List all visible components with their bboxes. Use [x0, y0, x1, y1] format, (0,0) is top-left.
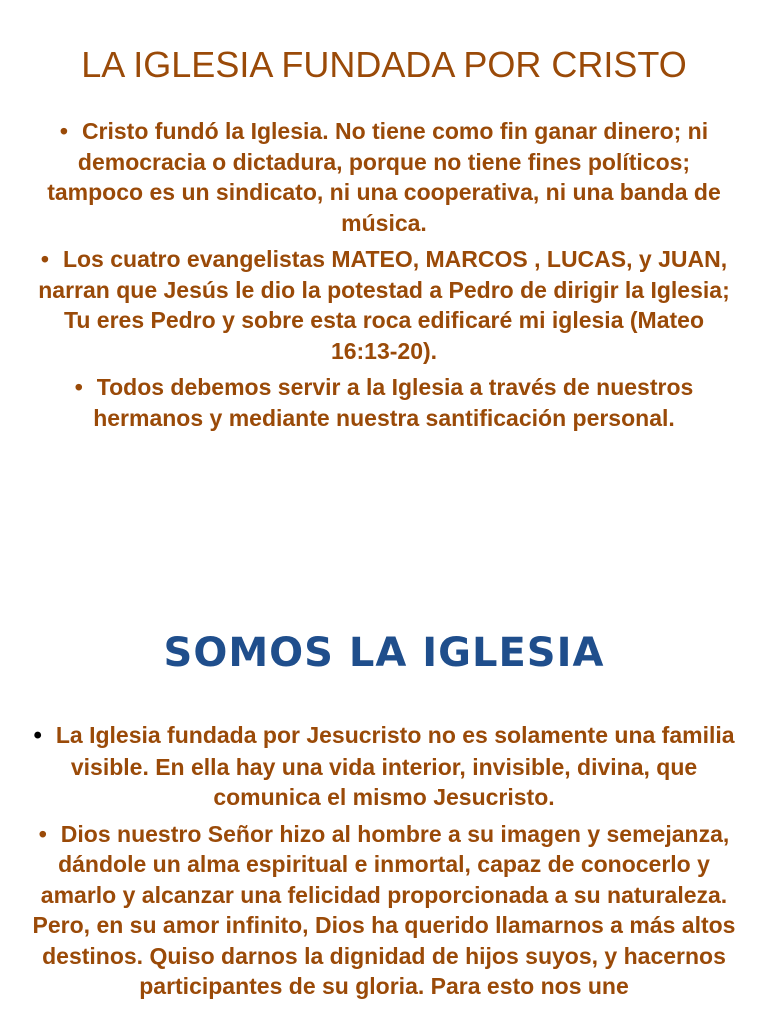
bullet-text: Todos debemos servir a la Iglesia a través de nuestros hermanos y mediante nuestra santificación personal. [93, 374, 694, 431]
list-item [34, 244, 734, 366]
bullet-icon: • [38, 820, 47, 847]
bullet-text: Los cuatro evangelistas MATEO, MARCOS , LUCAS, y JUAN, narran que Jesús le dio la potestad a Pedro de dirigir la Iglesia; Tu eres Pedro y sobre esta roca edificaré mi iglesia (Mateo 16:13-20). [38, 246, 730, 364]
list-item [20, 819, 748, 1002]
slide-2-title: SOMOS LA IGLESIA [163, 630, 605, 676]
slide-1-title: LA IGLESIA FUNDADA POR CRISTO [81, 44, 687, 85]
list-item [34, 372, 734, 433]
bullet-icon: • [33, 722, 42, 749]
bullet-icon: • [59, 118, 68, 144]
bullet-text: Dios nuestro Señor hizo al hombre a su imagen y semejanza, dándole un alma espiritual e inmortal, capaz de conocerlo y amarlo y alcanzar una felicidad proporcionada a su naturaleza. Pero, en su amor infinito, Dios ha querido llamarnos a más altos destinos. Quiso darnos la dignidad de hijos suyos, y hacernos participantes de su gloria. Para esto nos une [32, 820, 736, 999]
slide-1-bullet-list [0, 116, 768, 439]
list-item [34, 116, 734, 238]
list-item [20, 720, 748, 813]
bullet-text: La Iglesia fundada por Jesucristo no es solamente una familia visible. En ella hay una vida interior, invisible, divina, que comunica el mismo Jesucristo. [55, 722, 735, 810]
bullet-icon: • [74, 374, 83, 400]
bullet-icon: • [40, 246, 49, 272]
bullet-text: Cristo fundó la Iglesia. No tiene como fin ganar dinero; ni democracia o dictadura, porque no tiene fines políticos; tampoco es un sindicato, ni una cooperativa, ni una banda de música. [47, 118, 721, 236]
slide-2-bullet-list [0, 720, 768, 1008]
